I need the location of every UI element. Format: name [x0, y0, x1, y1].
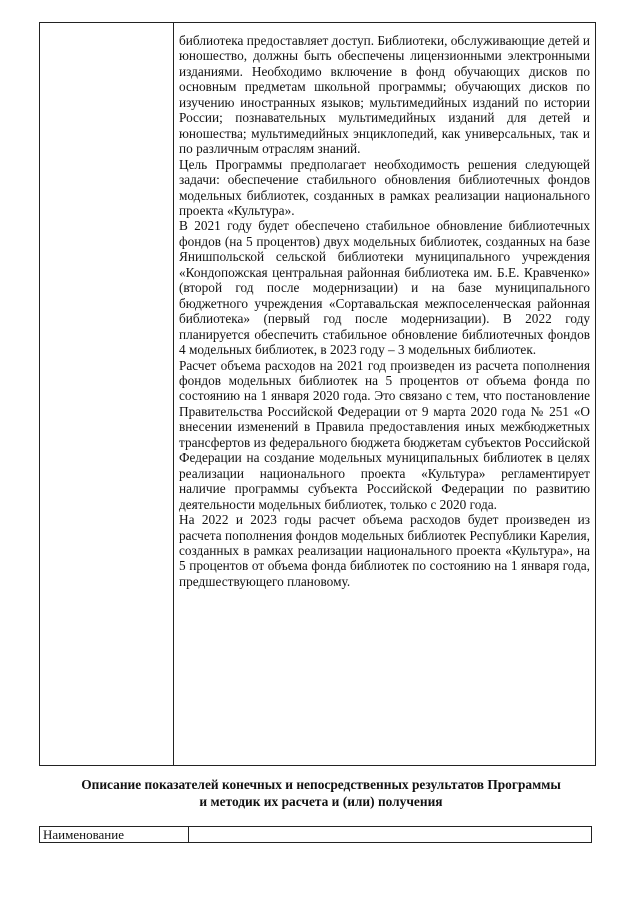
paragraph-expense-calculation: Расчет объема расходов на 2021 год произведен из расчета пополнения фондов модельных библиотек на 5 процентов от объема фонда по состоянию на 1 января 2020 года. Это связано с тем, что постановление Правительства Российской Федерации от 9 марта 2020 года № 251 «О внесении изменений в Правила предоставления иных межбюджетных трансфертов из федерального бюджета бюджетам субъектов Российской Федерации на создание модельных муниципальных библиотек в целях реализации национального проекта «Культура» регламентирует наличие программы субъекта Российской Федерации по развитию деятельности модельных библиотек, только с 2020 года. [179, 357, 590, 512]
empty-left-cell [40, 23, 173, 765]
paragraph-2022-2023: На 2022 и 2023 годы расчет объема расходов будет произведен из расчета пополнения фондов модельных библиотек Республики Карелия, созданных в рамках реализации национального проекта «Культура», на 5 процентов от объема фонда библиотек по состоянию на 1 января года, предшествующего плановому. [179, 512, 590, 589]
table-header-name: Наименование [43, 827, 124, 842]
paragraph-media-resources: библиотека предоставляет доступ. Библиотеки, обслуживающие детей и юношество, должны быть обеспечены лицензионными электронными изданиями. Необходимо включение в фонд обучающих дисков по основным предметам школьной программы; обучающих дисков по изучению иностранных языков; мультимедийных изданий по истории России; познавательных мультимедийных изданий для детей и юношества; мультимедийных энциклопедий, как универсальных, так и по различным отраслям знаний. [179, 33, 590, 157]
paragraph-program-goal: Цель Программы предполагает необходимость решения следующей задачи: обеспечение стабильного обновления библиотечных фондов модельных библиотек, созданных в рамках реализации национального проекта «Культура». [179, 156, 590, 218]
content-table [39, 22, 596, 766]
description-cell [179, 33, 590, 589]
section-heading-line-1: Описание показателей конечных и непосредственных результатов Программы [81, 777, 561, 792]
indicators-table-divider [188, 827, 189, 842]
column-divider [173, 23, 174, 765]
section-heading [30, 776, 612, 810]
section-heading-line-2: и методик их расчета и (или) получения [199, 794, 443, 809]
paragraph-2021-update: В 2021 году будет обеспечено стабильное обновление библиотечных фондов (на 5 процентов) двух модельных библиотек, созданных на базе Янишпольской сельской библиотеки муниципального учреждения «Кондопожская центральная районная библиотека им. Б.Е. Кравченко» (второй год после модернизации) и на базе муниципального бюджетного учреждения «Сортавальская межпоселенческая районная библиотека» (первый год после модернизации). В 2022 году планируется обеспечить стабильное обновление библиотечных фондов 4 модельных библиотек, в 2023 году – 3 модельных библиотек. [179, 218, 590, 358]
indicators-table [39, 826, 592, 843]
